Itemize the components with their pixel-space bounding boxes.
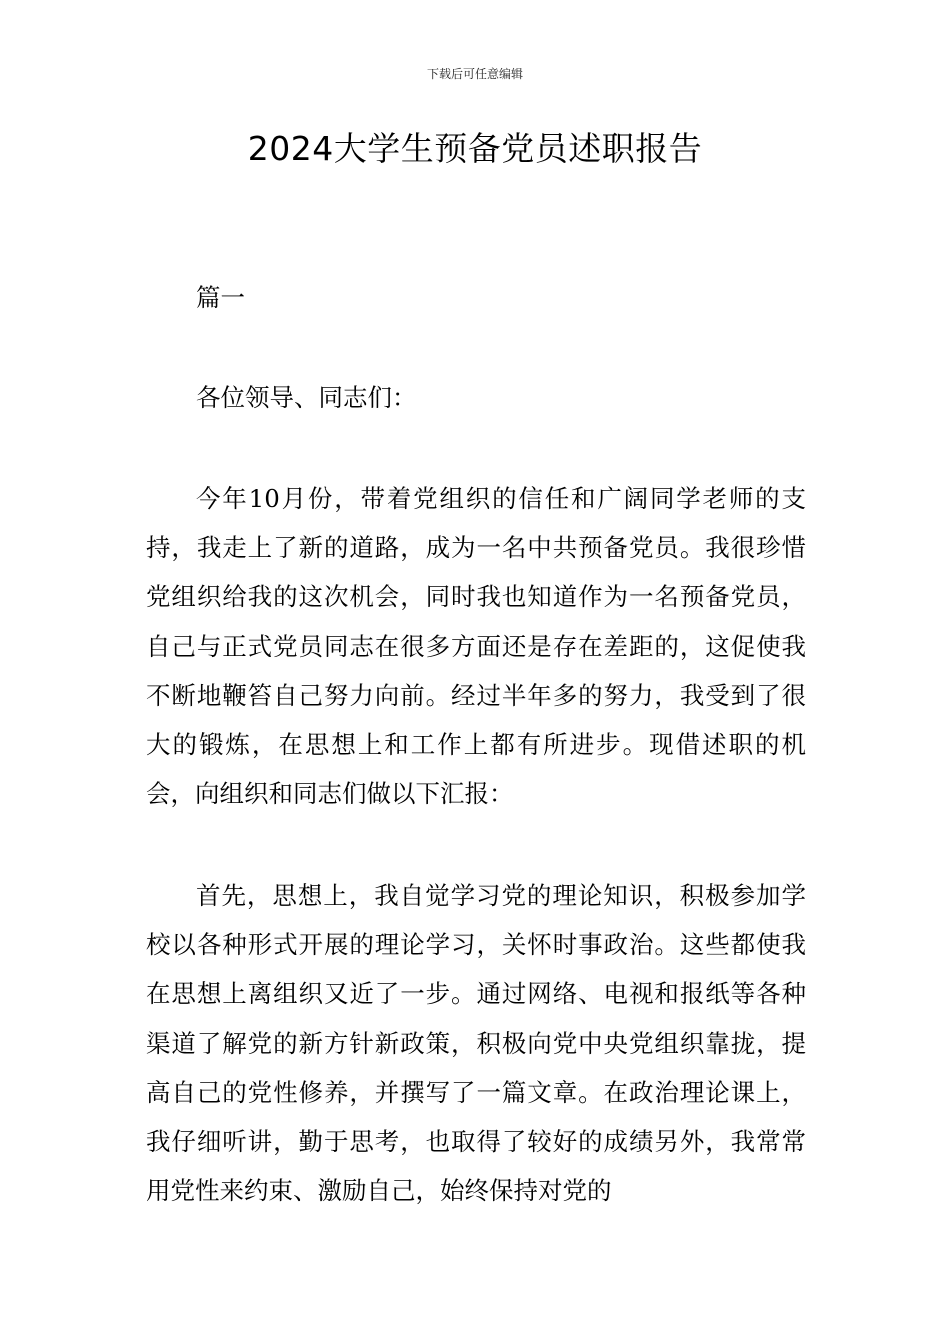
greeting: 各位领导、同志们：	[196, 383, 417, 412]
body-paragraph: 今年10月份，带着党组织的信任和广阔同学老师的支持，我走上了新的道路，成为一名中共预备党员。我很珍惜党组织给我的这次机会，同时我也知道作为一名预备党员，自己与正式党员同志在很多方面还是存在差距的，这促使我不断地鞭笞自己努力向前。经过半年多的努力，我受到了很大的锻炼，在思想上和工作上都有所进步。现借述职的机会，向组织和同志们做以下汇报：	[146, 484, 806, 809]
section-label: 篇一	[196, 283, 245, 312]
document-title: 2024大学生预备党员述职报告	[247, 129, 703, 168]
body-paragraph: 首先，思想上，我自觉学习党的理论知识，积极参加学校以各种形式开展的理论学习，关怀时事政治。这些都使我在思想上离组织又近了一步。通过网络、电视和报纸等各种渠道了解党的新方针新政策，积极向党中央党组织靠拢，提高自己的党性修养，并撰写了一篇文章。在政治理论课上，我仔细听讲，勤于思考，也取得了较好的成绩另外，我常常用党性来约束、激励自己，始终保持对党的	[146, 881, 806, 1206]
header-note: 下载后可任意编辑	[426, 67, 523, 81]
